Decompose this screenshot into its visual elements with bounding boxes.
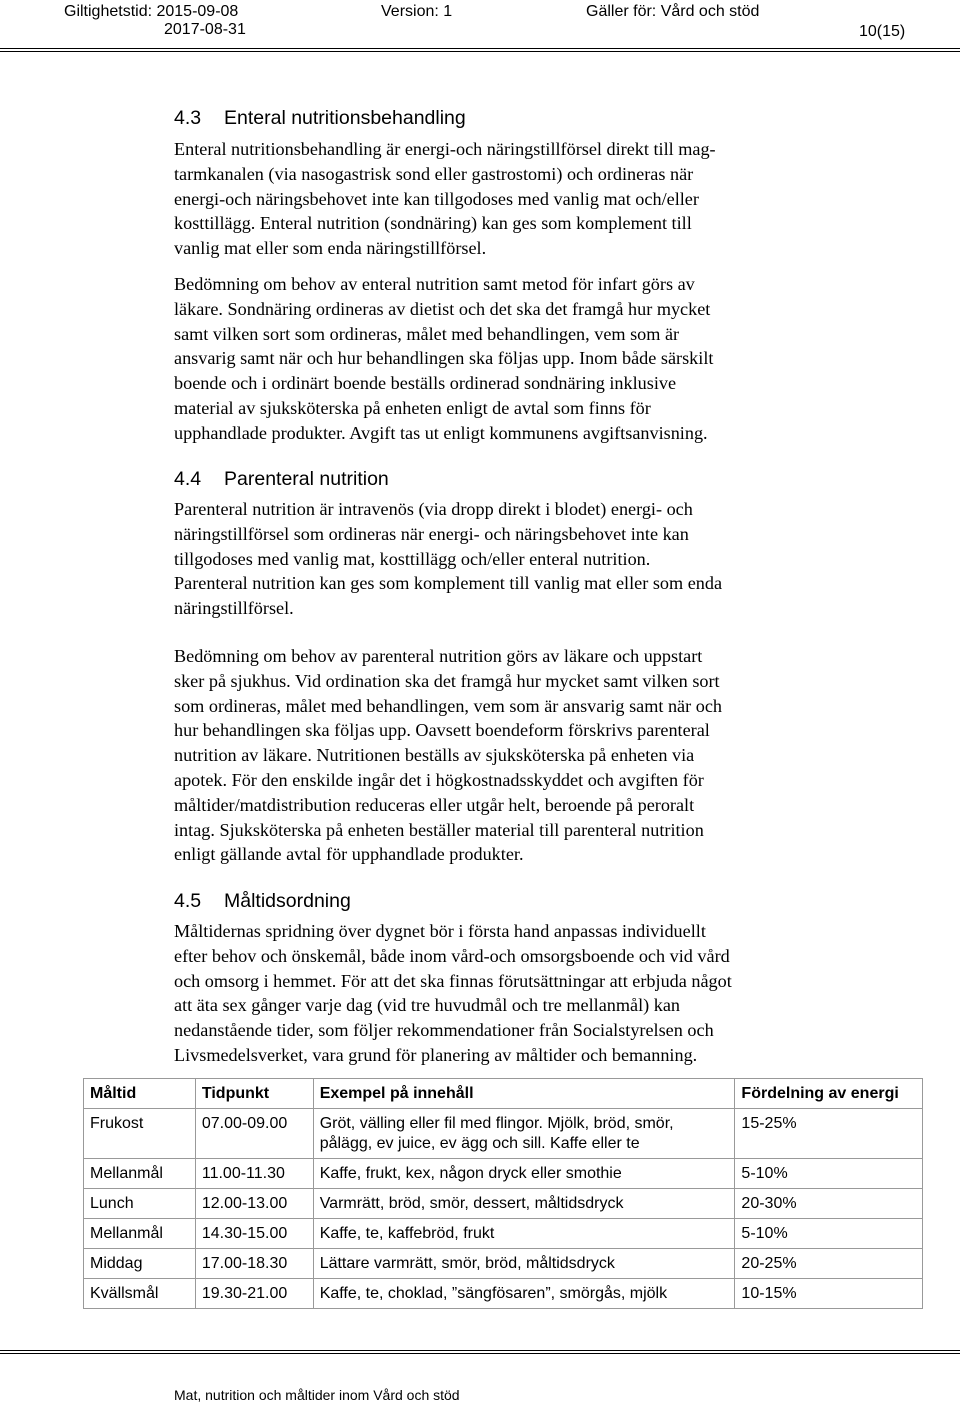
meal-cell: Middag: [84, 1249, 196, 1279]
text-line: Parenteral nutrition kan ges som komplement till vanlig mat eller som enda: [174, 573, 723, 594]
table-row: [84, 1109, 923, 1159]
content-cell: [313, 1249, 735, 1279]
text-line: enligt gällande avtal för upphandlade produkter.: [174, 844, 524, 865]
text-line: Bedömning om behov av parenteral nutrition görs av läkare och uppstart: [174, 646, 703, 666]
content-line: Kaffe, te, choklad, ”sängfösaren”, smörgås, mjölk: [319, 1285, 668, 1302]
section-number: 4.3: [174, 107, 202, 129]
text-line: ansvarig samt när och hur behandlingen ska följas upp. Inom både särskilt: [174, 348, 714, 369]
meal-cell: Frukost: [84, 1109, 196, 1159]
time-cell: 07.00-09.00: [195, 1109, 313, 1159]
time-cell: 19.30-21.00: [195, 1279, 313, 1309]
section-heading-4-5: [174, 889, 351, 913]
text-line: Enteral nutritionsbehandling är energi-och näringstillförsel direkt till mag-: [174, 139, 716, 159]
header-date: 2017-08-31: [164, 21, 246, 38]
footer-text: Mat, nutrition och måltider inom Vård och stöd: [174, 1387, 460, 1403]
text-line: kosttillägg. Enteral nutrition (sondnäring) kan ges som komplement till: [174, 213, 692, 234]
table-row: [84, 1159, 923, 1189]
paragraph-parenteral-assessment: [174, 644, 834, 867]
text-line: efter behov och önskemål, både inom vård-och omsorgsboende och vid vård: [174, 945, 730, 966]
header-page-number: 10(15): [859, 23, 906, 40]
content-cell: [313, 1219, 735, 1249]
section-number: 4.4: [174, 468, 202, 490]
meal-cell: Lunch: [84, 1189, 196, 1219]
text-line: boende och i ordinärt boende beställs ordinerad sondnäring inklusive: [174, 373, 677, 394]
paragraph-enteral-assessment: [174, 272, 834, 446]
text-line: tarmkanalen (via nasogastrisk sond eller gastrostomi) och ordineras när: [174, 163, 694, 184]
text-line: samt vilken sort som ordineras, målet med behandlingen, vem som är: [174, 323, 680, 344]
content-line: Lättare varmrätt, smör, bröd, måltidsdryck: [319, 1255, 615, 1272]
content-cell: [313, 1159, 735, 1189]
section-title: Enteral nutritionsbehandling: [224, 107, 466, 129]
content-line: Kaffe, frukt, kex, någon dryck eller smothie: [319, 1165, 622, 1182]
column-header-energy: Fördelning av energi: [735, 1079, 923, 1109]
text-line: nutrition av läkare. Nutritionen beställs av sjuksköterska på enheten via: [174, 745, 695, 766]
text-line: upphandlade produkter. Avgift tas ut enligt kommunens avgiftsanvisning.: [174, 422, 708, 443]
text-line: energi-och näringsbehovet inte kan tillgodoses med vanlig mat och/eller: [174, 188, 699, 209]
meal-cell: Kvällsmål: [84, 1279, 196, 1309]
text-line: apotek. För den enskilde ingår det i högkostnadsskyddet och avgiften för: [174, 769, 704, 790]
energy-cell: 20-25%: [735, 1249, 923, 1279]
time-cell: 12.00-13.00: [195, 1189, 313, 1219]
energy-cell: 20-30%: [735, 1189, 923, 1219]
content-line: pålägg, ev juice, ev ägg och sill. Kaffe eller te: [319, 1135, 640, 1152]
header-applies-to: Gäller för: Vård och stöd: [586, 3, 760, 20]
content-line: Varmrätt, bröd, smör, dessert, måltidsdryck: [319, 1195, 624, 1212]
table-row: [84, 1279, 923, 1309]
meal-cell: Mellanmål: [84, 1219, 196, 1249]
content-cell: [313, 1279, 735, 1309]
content-line: Gröt, välling eller fil med flingor. Mjölk, bröd, smör,: [319, 1115, 674, 1132]
energy-cell: 5-10%: [735, 1219, 923, 1249]
section-title: Måltidsordning: [224, 890, 351, 912]
content-line: Kaffe, te, kaffebröd, frukt: [319, 1225, 495, 1242]
meal-cell: Mellanmål: [84, 1159, 196, 1189]
time-cell: 14.30-15.00: [195, 1219, 313, 1249]
paragraph-meal-schedule: [174, 919, 834, 1068]
text-line: måltider/matdistribution reduceras eller utgår helt, beroende på peroralt: [174, 794, 695, 815]
column-header-content: Exempel på innehåll: [313, 1079, 735, 1109]
text-line: Måltidernas spridning över dygnet bör i första hand anpassas individuellt: [174, 921, 706, 941]
text-line: Parenteral nutrition är intravenös (via dropp direkt i blodet) energi- och: [174, 499, 693, 519]
table-row: [84, 1249, 923, 1279]
time-cell: 17.00-18.30: [195, 1249, 313, 1279]
column-header-meal: Måltid: [84, 1079, 196, 1109]
text-line: tillgodoses med vanlig mat, kosttillägg och/eller enteral nutrition.: [174, 548, 651, 569]
energy-cell: 15-25%: [735, 1109, 923, 1159]
paragraph-enteral-intro: [174, 137, 834, 261]
text-line: som ordineras, målet med behandlingen, vem som är ansvarig samt när och: [174, 695, 722, 716]
text-line: vanlig mat eller som enda näringstillförsel.: [174, 238, 487, 259]
energy-cell: 5-10%: [735, 1159, 923, 1189]
text-line: material av sjuksköterska på enheten enligt de avtal som finns för: [174, 397, 651, 418]
section-number: 4.5: [174, 890, 202, 912]
text-line: hur behandlingen ska följas upp. Oavsett boendeform förskrivs parenteral: [174, 720, 710, 741]
table-header-row: [84, 1079, 923, 1109]
text-line: att äta sex gånger varje dag (vid tre huvudmål och tre mellanmål) kan: [174, 995, 681, 1016]
text-line: och omsorg i hemmet. För att det ska finnas förutsättningar att erbjuda något: [174, 970, 732, 991]
time-cell: 11.00-11.30: [195, 1159, 313, 1189]
content-cell: [313, 1189, 735, 1219]
text-line: nedanstående tider, som följer rekommendationer från Socialstyrelsen och: [174, 1020, 714, 1041]
header-rule: [0, 48, 960, 52]
text-line: intag. Sjuksköterska på enheten beställer material till parenteral nutrition: [174, 819, 704, 840]
table-row: [84, 1219, 923, 1249]
text-line: Livsmedelsverket, vara grund för planering av måltider och bemanning.: [174, 1044, 698, 1065]
text-line: sker på sjukhus. Vid ordination ska det framgå hur mycket samt vilken sort: [174, 670, 720, 691]
energy-cell: 10-15%: [735, 1279, 923, 1309]
paragraph-parenteral-intro: [174, 497, 834, 621]
text-line: näringstillförsel.: [174, 598, 294, 619]
text-line: näringstillförsel som ordineras när energi- och näringsbehovet inte kan: [174, 523, 689, 544]
section-title: Parenteral nutrition: [224, 468, 389, 490]
header-validity: Giltighetstid: 2015-09-08: [64, 3, 239, 20]
meal-schedule-table: [83, 1078, 923, 1309]
section-heading-4-4: [174, 467, 389, 491]
content-cell: [313, 1109, 735, 1159]
text-line: Bedömning om behov av enteral nutrition samt metod för infart görs av: [174, 274, 695, 294]
footer-rule: [0, 1350, 960, 1354]
column-header-time: Tidpunkt: [195, 1079, 313, 1109]
section-heading-4-3: [174, 106, 466, 130]
text-line: läkare. Sondnäring ordineras av dietist och det ska det framgå hur mycket: [174, 298, 711, 319]
table-row: [84, 1189, 923, 1219]
header-version: Version: 1: [381, 3, 453, 20]
